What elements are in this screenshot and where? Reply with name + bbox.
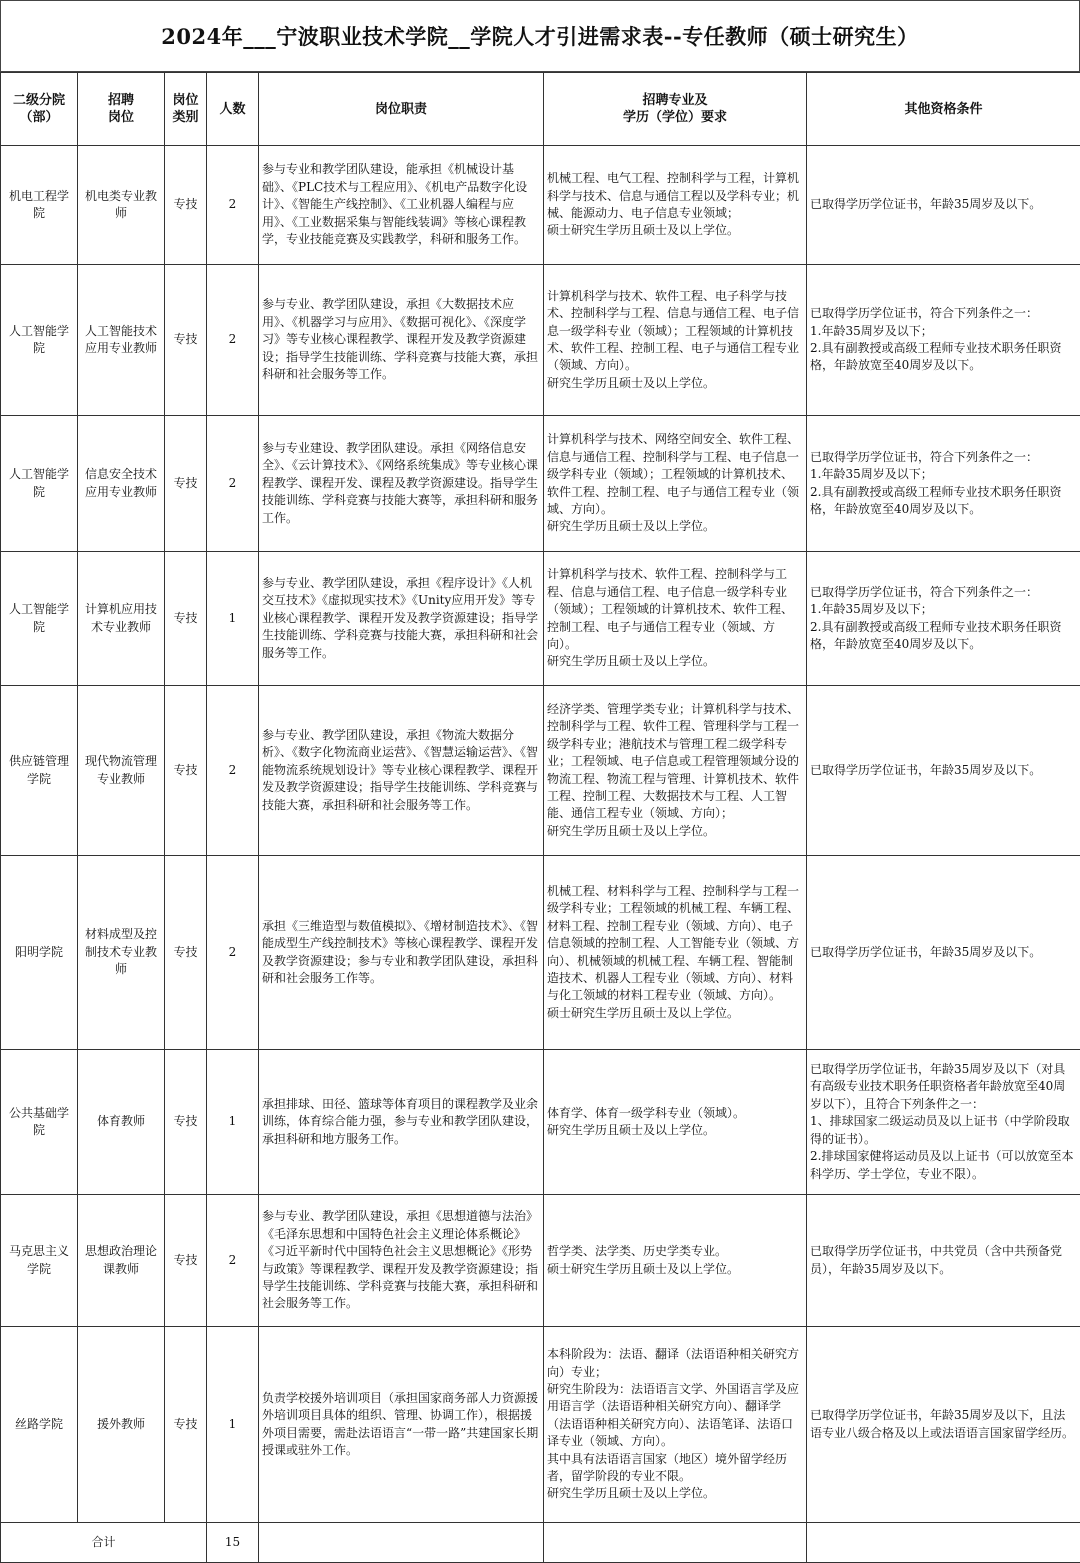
other-cell: [807, 146, 1080, 265]
major-cell: [544, 146, 807, 265]
major-text: 计算机科学与技术、网络空间安全、软件工程、信息与通信工程、控制科学与工程、电子信息一级学科专业（领域）；工程领域的计算机技术、软件工程、控制工程、电子与通信工程专业（领域、方向）。 研究生学历且硕士及以上学位。: [547, 431, 803, 535]
duties-text: 参与专业、教学团队建设，承担《物流大数据分析》、《数字化物流商业运营》、《智慧运输运营》、《智能物流系统规划设计》等专业核心课程教学、课程开发及教学资源建设；指导学生技能训练、学科竞赛与技能大赛，承担科研和社会服务等工作。: [262, 727, 540, 814]
major-text: 哲学类、法学类、历史学类专业。 硕士研究生学历且硕士及以上学位。: [547, 1243, 803, 1278]
duties-text: 承担排球、田径、篮球等体育项目的课程教学及业余训练，体育综合能力强，参与专业和教学团队建设，承担科研和地方服务工作。: [262, 1096, 540, 1148]
major-text: 经济学类、管理学类专业；计算机科学与技术、控制科学与工程、软件工程、管理科学与工程一级学科专业；港航技术与管理工程二级学科专业；工程领域、电子信息或工程管理领域分设的物流工程、物流工程与管理、计算机技术、软件工程、控制工程、大数据技术与工程、人工智能、通信工程专业（领域、方向）； 研究生学历且硕士及以上学位。: [547, 701, 803, 840]
major-cell: [544, 1327, 807, 1523]
count-cell: 2: [207, 265, 259, 416]
duties-cell: [259, 265, 544, 416]
page-title: 2024年___宁波职业技术学院__学院人才引进需求表--专任教师（硕士研究生）: [0, 0, 1080, 72]
major-text: 机械工程、电气工程、控制科学与工程，计算机科学与技术、信息与通信工程以及学科专业；机械、能源动力、电子信息专业领域； 硕士研究生学历且硕士及以上学位。: [547, 170, 803, 240]
major-cell: [544, 552, 807, 686]
category-cell: 专技: [165, 1327, 207, 1523]
category-cell: 专技: [165, 146, 207, 265]
other-cell: [807, 1195, 1080, 1327]
major-cell: [544, 856, 807, 1050]
position-cell: 现代物流管理专业教师: [78, 686, 165, 856]
count-cell: 1: [207, 552, 259, 686]
other-text: 已取得学历学位证书，年龄35周岁及以下。: [810, 196, 1077, 213]
position-cell: 信息安全技术应用专业教师: [78, 416, 165, 552]
duties-cell: [259, 856, 544, 1050]
table-row: [1, 1327, 1080, 1523]
table-row: [1, 1050, 1080, 1195]
duties-cell: [259, 1195, 544, 1327]
category-cell: 专技: [165, 416, 207, 552]
header-count: 人数: [207, 73, 259, 146]
duties-text: 参与专业、教学团队建设，承担《大数据技术应用》、《机器学习与应用》、《数据可视化》、《深度学习》等专业核心课程教学、课程开发及教学资源建设；指导学生技能训练、学科竞赛与技能大赛，承担科研和社会服务等工作。: [262, 296, 540, 383]
duties-text: 参与专业、教学团队建设，承担《思想道德与法治》《毛泽东思想和中国特色社会主义理论体系概论》《习近平新时代中国特色社会主义思想概论》《形势与政策》等课程教学、课程开发及教学资源建设；指导学生技能训练、学科竞赛与技能大赛，承担科研和社会服务等工作。: [262, 1208, 540, 1312]
major-cell: [544, 686, 807, 856]
other-text: 已取得学历学位证书，符合下列条件之一： 1.年龄35周岁及以下； 2.具有副教授或高级工程师专业技术职务任职资格，年龄放宽至40周岁及以下。: [810, 305, 1077, 375]
position-cell: 思想政治理论课教师: [78, 1195, 165, 1327]
duties-cell: [259, 416, 544, 552]
position-cell: 人工智能技术应用专业教师: [78, 265, 165, 416]
table-row: [1, 416, 1080, 552]
header-category: 岗位 类别: [165, 73, 207, 146]
header-dept: 二级分院 （部）: [1, 73, 78, 146]
other-cell: [807, 1327, 1080, 1523]
duties-text: 承担《三维造型与数值模拟》、《增材制造技术》、《智能成型生产线控制技术》等核心课程教学、课程开发及教学资源建设；参与专业和教学团队建设，承担科研和社会服务工作等。: [262, 918, 540, 988]
count-cell: 2: [207, 416, 259, 552]
dept-cell: 人工智能学院: [1, 265, 78, 416]
category-cell: 专技: [165, 1195, 207, 1327]
count-cell: 1: [207, 1050, 259, 1195]
table-row: [1, 686, 1080, 856]
major-text: 体育学、体育一级学科专业（领域）。 研究生学历且硕士及以上学位。: [547, 1105, 803, 1140]
other-cell: [807, 416, 1080, 552]
position-cell: 援外教师: [78, 1327, 165, 1523]
major-cell: [544, 265, 807, 416]
major-cell: [544, 1050, 807, 1195]
count-cell: 2: [207, 146, 259, 265]
duties-cell: [259, 1050, 544, 1195]
other-cell: [807, 552, 1080, 686]
total-label: 合计: [1, 1523, 207, 1563]
recruitment-table: [0, 72, 1080, 1563]
dept-cell: 人工智能学院: [1, 416, 78, 552]
total-count: 15: [207, 1523, 259, 1563]
other-text: 已取得学历学位证书，年龄35周岁及以下。: [810, 762, 1077, 779]
table-row: [1, 265, 1080, 416]
major-cell: [544, 1195, 807, 1327]
total-empty-cell: [259, 1523, 544, 1563]
count-cell: 1: [207, 1327, 259, 1523]
duties-cell: [259, 552, 544, 686]
dept-cell: 机电工程学院: [1, 146, 78, 265]
duties-text: 参与专业、教学团队建设，承担《程序设计》《人机交互技术》《虚拟现实技术》《Unity应用开发》等专业核心课程教学、课程开发及教学资源建设；指导学生技能训练、学科竞赛与技能大赛，承担科研和社会服务等工作。: [262, 575, 540, 662]
other-text: 已取得学历学位证书，年龄35周岁及以下。: [810, 944, 1077, 961]
duties-cell: [259, 686, 544, 856]
other-text: 已取得学历学位证书，年龄35周岁及以下，且法语专业八级合格及以上或法语语言国家留学经历。: [810, 1407, 1077, 1442]
table-row: [1, 552, 1080, 686]
category-cell: 专技: [165, 265, 207, 416]
total-empty-cell: [544, 1523, 807, 1563]
major-text: 计算机科学与技术、软件工程、电子科学与技术、控制科学与工程、信息与通信工程、电子信息一级学科专业（领域）；工程领域的计算机技术、软件工程、控制工程、电子与通信工程专业（领域、方向）。 研究生学历且硕士及以上学位。: [547, 288, 803, 392]
category-cell: 专技: [165, 686, 207, 856]
other-text: 已取得学历学位证书，年龄35周岁及以下（对具有高级专业技术职务任职资格者年龄放宽至40周岁以下），且符合下列条件之一： 1、排球国家二级运动员及以上证书（中学阶段取得的证书）。 2.排球国家健将运动员及以上证书（可以放宽至本科学历、学士学位，专业不限）。: [810, 1061, 1077, 1183]
other-cell: [807, 856, 1080, 1050]
other-text: 已取得学历学位证书，中共党员（含中共预备党员），年龄35周岁及以下。: [810, 1243, 1077, 1278]
position-cell: 机电类专业教师: [78, 146, 165, 265]
category-cell: 专技: [165, 552, 207, 686]
other-cell: [807, 265, 1080, 416]
other-cell: [807, 1050, 1080, 1195]
major-text: 机械工程、材料科学与工程、控制科学与工程一级学科专业；工程领域的机械工程、车辆工程、材料工程、控制工程专业（领域、方向）、电子信息领域的控制工程、人工智能专业（领域、方向）、机械领域的机械工程、车辆工程、智能制造技术、机器人工程专业（领域、方向）、材料与化工领域的材料工程专业（领域、方向）。 硕士研究生学历且硕士及以上学位。: [547, 883, 803, 1022]
dept-cell: 丝路学院: [1, 1327, 78, 1523]
header-row: [1, 73, 1080, 146]
header-position: 招聘 岗位: [78, 73, 165, 146]
category-cell: 专技: [165, 856, 207, 1050]
major-text: 本科阶段为：法语、翻译（法语语种相关研究方向）专业； 研究生阶段为：法语语言文学、外国语言学及应用语言学（法语语种相关研究方向）、翻译学（法语语种相关研究方向）、法语笔译、法语口译专业（领域、方向）。 其中具有法语语言国家（地区）境外留学经历者，留学阶段的专业不限。 研究生学历且硕士及以上学位。: [547, 1346, 803, 1503]
dept-cell: 人工智能学院: [1, 552, 78, 686]
other-cell: [807, 686, 1080, 856]
total-empty-cell: [807, 1523, 1080, 1563]
major-text: 计算机科学与技术、软件工程、控制科学与工程、信息与通信工程、电子信息一级学科专业（领域）；工程领域的计算机技术、软件工程、控制工程、电子与通信工程专业（领域、方向）。 研究生学历且硕士及以上学位。: [547, 566, 803, 670]
duties-text: 参与专业建设、教学团队建设。承担《网络信息安全》、《云计算技术》、《网络系统集成》等专业核心课程教学、课程开发、课程及教学资源建设。指导学生技能训练、学科竞赛与技能大赛等，承担科研和服务工作。: [262, 440, 540, 527]
dept-cell: 公共基础学院: [1, 1050, 78, 1195]
other-text: 已取得学历学位证书，符合下列条件之一： 1.年龄35周岁及以下； 2.具有副教授或高级工程师专业技术职务任职资格，年龄放宽至40周岁及以下。: [810, 584, 1077, 654]
dept-cell: 供应链管理学院: [1, 686, 78, 856]
header-duties: 岗位职责: [259, 73, 544, 146]
header-other: 其他资格条件: [807, 73, 1080, 146]
count-cell: 2: [207, 686, 259, 856]
position-cell: 体育教师: [78, 1050, 165, 1195]
major-cell: [544, 416, 807, 552]
dept-cell: 马克思主义学院: [1, 1195, 78, 1327]
dept-cell: 阳明学院: [1, 856, 78, 1050]
count-cell: 2: [207, 1195, 259, 1327]
other-text: 已取得学历学位证书，符合下列条件之一： 1.年龄35周岁及以下； 2.具有副教授或高级工程师专业技术职务任职资格，年龄放宽至40周岁及以下。: [810, 449, 1077, 519]
position-cell: 计算机应用技术专业教师: [78, 552, 165, 686]
count-cell: 2: [207, 856, 259, 1050]
duties-cell: [259, 1327, 544, 1523]
position-cell: 材料成型及控制技术专业教师: [78, 856, 165, 1050]
table-row: [1, 856, 1080, 1050]
table-row: [1, 1195, 1080, 1327]
duties-cell: [259, 146, 544, 265]
header-major: 招聘专业及 学历（学位）要求: [544, 73, 807, 146]
duties-text: 参与专业和教学团队建设，能承担《机械设计基础》、《PLC技术与工程应用》、《机电产品数字化设计》、《智能生产线控制》、《工业机器人编程与应用》、《工业数据采集与智能线装调》等核心课程教学，专业技能竞赛及实践教学，科研和服务工作。: [262, 161, 540, 248]
total-row: [1, 1523, 1080, 1563]
table-row: [1, 146, 1080, 265]
category-cell: 专技: [165, 1050, 207, 1195]
duties-text: 负责学校援外培训项目（承担国家商务部人力资源援外培训项目具体的组织、管理、协调工作），根据援外项目需要，需赴法语语言“一带一路”共建国家长期授课或驻外工作。: [262, 1390, 540, 1460]
